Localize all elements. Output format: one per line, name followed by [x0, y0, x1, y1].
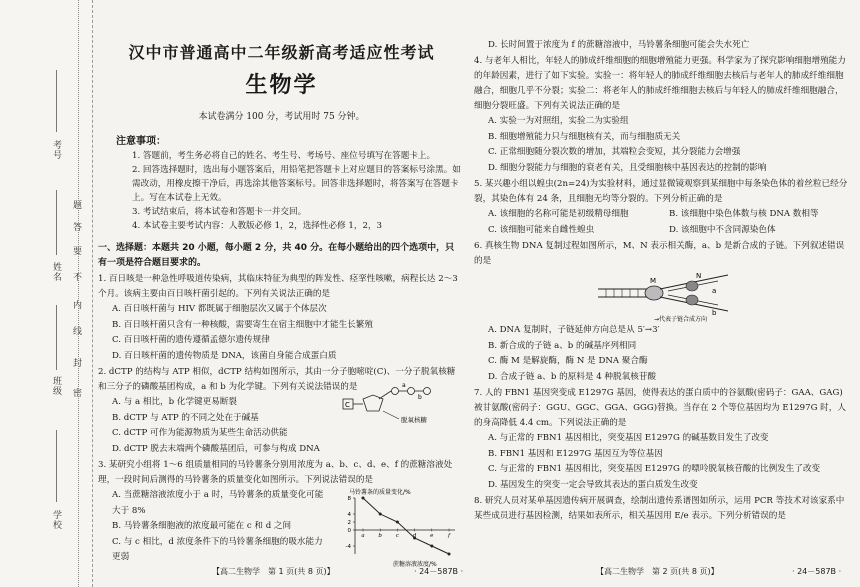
enzyme-m-label: M: [650, 277, 657, 285]
q3-option-a: A. 当蔗糖溶液浓度小于 a 时，马铃薯条的质量变化可能大于 8%: [112, 490, 324, 516]
q4-option-a: A. 实验一为对照组，实验二为实验组: [488, 116, 629, 126]
notice-item: 3. 考试结束后，将本试卷和答题卡一并交回。: [132, 207, 307, 217]
q7-option-b: B. FBN1 基因和 E1297G 基因互为等位基因: [488, 448, 663, 459]
dctp-b-label: b: [418, 394, 422, 401]
q7-option-d: D. 基因发生的突变一定会导致其表达的蛋白质发生改变: [488, 479, 698, 490]
chart-x-tick-label: f: [447, 533, 451, 539]
chart-title: 马铃薯条的质量变化/%: [349, 489, 411, 496]
q4-option-c: C. 正常细胞随分裂次数的增加，其端粒会变短，其分裂能力会增强: [488, 147, 741, 157]
chart-y-tick-label: 4: [347, 512, 351, 518]
kaohao-line: [56, 70, 57, 132]
strand-a-label: a: [712, 287, 717, 295]
banji-line: [56, 305, 57, 370]
footer-left: 【高二生物学 第 1 页(共 8 页)】: [212, 567, 335, 576]
seal-char: 题: [71, 200, 81, 210]
chart-xlabel: 蔗糖溶液浓度/%: [393, 561, 437, 568]
binding-strip: [0, 0, 93, 587]
right-column: [470, 0, 856, 587]
seal-char: 要: [71, 246, 81, 256]
seal-char: 封: [71, 358, 81, 368]
q7-stem: 7. 人的 FBN1 基因突变成 E1297G 基因，使得表达的蛋白质中的谷氨酸(密码子：GAA、GAG)被甘氨酸(密码子：GGU、GGC、GGA、GGG)替换。当存在 2 个等位基因均为 E1297G 时，人的身高降低 4.4 cm。下列说法正确的是: [474, 388, 846, 428]
chart-point: [396, 521, 399, 524]
q5-option-d: D. 该细胞中不含同源染色体: [669, 224, 776, 235]
xuexiao-label: 学校: [51, 510, 61, 530]
chart-y-tick-label: 2: [347, 520, 351, 526]
q1-option-c: C. 百日咳杆菌的遗传遵循孟德尔遗传规律: [112, 335, 270, 345]
seal-char: 密: [71, 388, 81, 398]
q1-option-d: D. 百日咳杆菌的遗传物质是 DNA，该菌自身能合成蛋白质: [112, 350, 337, 361]
footer-left-code: · 24－587B ·: [414, 567, 464, 576]
exam-title: 汉中市普通高中二年级新高考适应性考试: [128, 43, 435, 62]
notice-item: 1. 答题前，考生务必将自己的姓名、考生号、考场号、座位号填写在答题卡上。: [132, 151, 436, 161]
chart-point: [379, 513, 382, 516]
seal-char: 答: [71, 222, 81, 232]
chart-x-tick-label: c: [395, 533, 399, 539]
q3-options: [94, 488, 469, 566]
q8-stem: 8. 研究人员对某单基因遗传病开展调查，绘制出遗传系谱图如所示，运用 PCR 等技术对该家系中某些成员进行基因检测，结果如表所示，相关基因用 E/e 表示。下列分析错误的是: [474, 496, 845, 521]
q5-options-row1: [488, 207, 850, 223]
chart-y-tick-label: -4: [345, 544, 351, 550]
q3-stem: 3. 某研究小组将 1～6 组质量相同的马铃薯条分别用浓度为 a、b、c、d、e、f 的蔗糖溶液处理，一段时间后测得的马铃薯条的质量变化如图所示。下列说法错误的是: [98, 460, 453, 485]
q5-option-a: A. 该细胞的名称可能是初级精母细胞: [488, 209, 629, 219]
chart-y-tick-label: 8: [347, 496, 351, 502]
dctp-a-label: a: [402, 382, 406, 389]
enzyme-n-label: N: [696, 272, 702, 280]
q2-option-b: B. dCTP 与 ATP 的不同之处在于碱基: [112, 412, 259, 423]
q6-option-c: C. 酶 M 是解旋酶，酶 N 是 DNA 聚合酶: [488, 356, 648, 366]
chart-x-tick-label: b: [378, 533, 382, 539]
chart-x-tick-label: d: [412, 533, 417, 539]
dna-figure-caption: →代表子链合成方向: [654, 316, 708, 323]
dctp-c-label: C: [345, 401, 350, 409]
chart-x-tick-label: a: [361, 533, 365, 539]
q1-option-b: B. 百日咳杆菌只含有一种核酸，需要寄生在宿主细胞中才能生长繁殖: [112, 319, 373, 330]
seal-char: 不: [71, 272, 81, 282]
xuexiao-line: [56, 430, 57, 502]
footer-right: 【高二生物学 第 2 页(共 8 页)】: [596, 567, 719, 576]
q6-option-b: B. 新合成的子链 a、b 的碱基序列相同: [488, 340, 637, 351]
q2-options: [94, 382, 469, 457]
q6-stem: 6. 真核生物 DNA 复制过程如图所示，M、N 表示相关酶，a、b 是新合成的子链。下列叙述错误的是: [474, 241, 845, 266]
q6-option-d: D. 合成子链 a、b 的原料是 4 种脱氧核苷酸: [488, 371, 656, 382]
q5-option-b: B. 该细胞中染色体数与核 DNA 数相等: [669, 209, 819, 219]
notice-item: 4. 本试卷主要考试内容：人教版必修 1，2，选择性必修 1，2，3: [132, 221, 382, 231]
q2-stem: 2. dCTP 的结构与 ATP 相似，dCTP 结构如图所示，其由一分子胞嘧啶(C)、一分子脱氧核糖和三分子的磷酸基团构成，a 和 b 为化学键。下列有关说法错误的是: [98, 367, 456, 392]
q3-option-c: C. 与 c 相比，d 浓度条件下的马铃薯条细胞的吸水能力更弱: [112, 536, 323, 562]
banji-label: 班级: [51, 376, 61, 396]
q1-option-a: A. 百日咳杆菌与 HIV 都既属于细胞层次又属于个体层次: [112, 304, 327, 314]
q2-option-a: A. 与 a 相比，b 化学键更易断裂: [112, 397, 238, 407]
q5-options-row2: [488, 223, 850, 239]
q7-option-c: C. 与正常的 FBN1 基因相比，突变基因 E1297G 的嘌呤脱氧核苷酸的比例发生了改变: [488, 464, 821, 474]
chart-y-tick-label: 0: [347, 528, 351, 534]
deoxyribose-label: 脱氧核糖: [401, 416, 427, 424]
dctp-structure-figure: [339, 382, 459, 437]
chart-point: [430, 545, 433, 548]
left-column: [94, 0, 469, 587]
subject-title: 生物学: [245, 73, 318, 98]
xingming-label: 姓名: [51, 262, 61, 282]
footer-right-code: · 24－587B ·: [792, 567, 842, 576]
q3-option-d: D. 长时间置于浓度为 f 的蔗糖溶液中，马铃薯条细胞可能会失水死亡: [488, 40, 750, 50]
q3-option-b: B. 马铃薯条细胞液的浓度最可能在 c 和 d 之间: [112, 521, 292, 531]
seal-char: 内: [71, 300, 81, 310]
q5-stem: 5. 某兴趣小组以蝗虫(2n=24)为实验材料，通过显微镜观察到某细胞中每条染色体的着丝粒已经分裂，其染色体有 24 条，且细胞无均等分裂的。下列分析正确的是: [474, 179, 848, 204]
chart-point: [448, 553, 451, 556]
section-heading: 一、选择题：本题共 20 小题，每小题 2 分，共 40 分。在每小题给出的四个选项中，只有一项是符合题目要求的。: [98, 243, 455, 268]
q4-option-b: B. 细胞增殖能力只与细胞核有关，而与细胞质无关: [488, 131, 681, 142]
q4-option-d: D. 细胞分裂能力与细胞的衰老有关，且受细胞核中基因表达的控制的影响: [488, 162, 767, 173]
q4-stem: 4. 与老年人相比，年轻人的肺成纤维细胞的细胞增殖能力更强。科学家为了探究影响细胞增殖能力的年龄因素，进行了如下实验。实验一：将年轻人的肺成纤维细胞去核后与老年人的肺成纤维细胞融合，细胞几乎不分裂；实验二：将老年人的肺成纤维细胞去核后与年轻人的肺成纤维细胞融合，细胞分裂旺盛。下列有关说法正确的是: [474, 56, 846, 111]
chart-x-tick-label: e: [430, 533, 434, 539]
q6-option-a: A. DNA 复制时，子链延伸方向总是从 5′→3′: [488, 325, 660, 335]
xingming-line: [56, 190, 57, 255]
chart-series-line: [363, 498, 449, 554]
seal-char: 线: [71, 326, 81, 336]
mass-change-chart: [331, 486, 463, 572]
q6-figure-wrap: [470, 269, 856, 323]
q5-option-c: C. 该细胞可能来自雌性蝗虫: [488, 224, 595, 235]
notice-item: 2. 回答选择题时，选出每小题答案后，用铅笔把答题卡上对应题目的答案标号涂黑。如需改动，用橡皮擦干净后，再选涂其他答案标号。回答非选择题时，将答案写在答题卡上。写在本试卷上无效。: [132, 165, 461, 203]
score-line: 本试卷满分 100 分，考试用时 75 分钟。: [198, 112, 365, 122]
kaohao-label: 考号: [51, 140, 61, 160]
q2-option-d: D. dCTP 脱去末端两个磷酸基团后，可参与构成 DNA: [112, 443, 320, 454]
notice-heading: 注意事项：: [116, 136, 166, 147]
seal-dotted-line: [78, 0, 79, 587]
chart-point: [362, 497, 365, 500]
q7-option-a: A. 与正常的 FBN1 基因相比，突变基因 E1297G 的碱基数目发生了改变: [488, 433, 769, 443]
q2-option-c: C. dCTP 可作为能源物质为某些生命活动供能: [112, 428, 288, 438]
q1-stem: 1. 百日咳是一种急性呼吸道传染病，其临床特征为典型的阵发性、痉挛性咳嗽，病程长达 2～3 个月。该病主要由百日咳杆菌引起的。下列有关说法正确的是: [98, 274, 458, 299]
strand-b-label: b: [712, 309, 717, 317]
dna-replication-figure: [588, 269, 738, 323]
